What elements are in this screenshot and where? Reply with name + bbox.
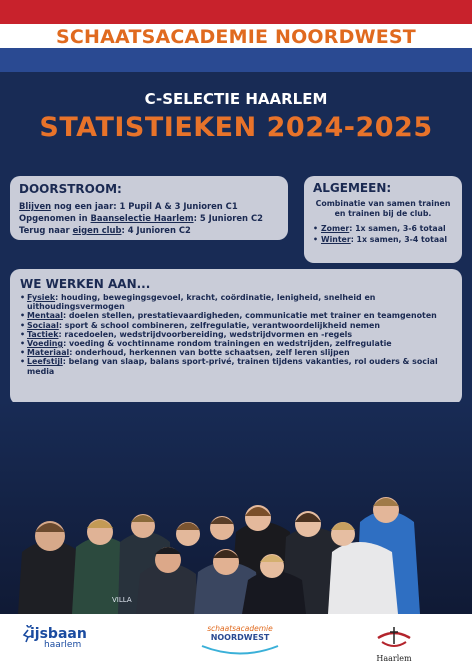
- academy-line-1: schaatsacademie: [207, 624, 273, 633]
- werken-card: [10, 269, 462, 405]
- doorstroom-line-1: Blijven nog een jaar: 1 Pupil A & 3 Junioren C1: [19, 201, 238, 211]
- algemeen-intro: Combinatie van samen trainen en trainen bij de club.: [315, 199, 451, 218]
- werken-item: • Sociaal: sport & school combineren, zelfregulatie, verantwoordelijkheid nemen: [20, 321, 452, 330]
- werken-list: [20, 293, 452, 376]
- doorstroom-line-3: Terug naar eigen club: 4 Junioren C2: [19, 225, 191, 235]
- doorstroom-card: [10, 176, 288, 240]
- werken-item: • Mentaal: doelen stellen, prestatievaardigheden, communicatie met trainer en teamgenoten: [20, 311, 452, 320]
- flag-red-stripe: [0, 0, 472, 24]
- haarlem-name: Haarlem: [376, 654, 412, 663]
- blijven-link: Blijven: [19, 201, 52, 211]
- footer-logos: [0, 614, 472, 667]
- eigen-club-link: eigen club: [72, 225, 122, 235]
- algemeen-heading: ALGEMEEN:: [313, 181, 392, 195]
- poster-title: STATISTIEKEN 2024-2025: [39, 112, 433, 143]
- werken-item: • Materiaal: onderhoud, herkennen van botte schaatsen, zelf leren slijpen: [20, 348, 452, 357]
- gemeente-haarlem-logo: [364, 624, 424, 663]
- algemeen-card: [304, 176, 462, 263]
- ijsbaan-sub: haarlem: [44, 640, 82, 650]
- doorstroom-heading: DOORSTROOM:: [19, 182, 122, 196]
- flag-blue-stripe: [0, 48, 472, 72]
- werken-heading: WE WERKEN AAN...: [20, 277, 151, 291]
- jacket-text: VILLA: [112, 596, 132, 604]
- group-photo: [0, 402, 472, 614]
- werken-item: • Voeding: voeding & vochtinname rondom trainingen en wedstrijden, zelfregulatie: [20, 339, 452, 348]
- haarlem-crest-icon: [374, 624, 414, 650]
- skater-icon: [20, 625, 34, 643]
- algemeen-list: [313, 223, 453, 245]
- academy-swoosh-icon: [196, 643, 284, 657]
- academy-line-2: NOORDWEST: [210, 633, 270, 642]
- werken-item: • Fysiek: houding, bewegingsgevoel, kracht, coördinatie, lenigheid, snelheid en uithoudingsvermogen: [20, 293, 452, 311]
- schaatsacademie-logo: [196, 624, 284, 661]
- brand-title: SCHAATSACADEMIE NOORDWEST: [56, 26, 416, 48]
- poster-subtitle: C-SELECTIE HAARLEM: [144, 90, 328, 108]
- algemeen-item: • Winter: 1x samen, 3-4 totaal: [313, 234, 453, 245]
- werken-item: • Leefstijl: belang van slaap, balans sport-privé, trainen tijdens vakanties, rol ouders & social media: [20, 357, 452, 375]
- baanselectie-link: Baanselectie Haarlem: [90, 213, 194, 223]
- werken-item: • Tactiek: racedoelen, wedstrijdvoorbereiding, wedstrijdvormen en -regels: [20, 330, 452, 339]
- ijsbaan-name: ijsbaan: [30, 626, 87, 642]
- ijsbaan-haarlem-logo: [30, 626, 87, 650]
- algemeen-item: • Zomer: 1x samen, 3-6 totaal: [313, 223, 453, 234]
- doorstroom-line-2: Opgenomen in Baanselectie Haarlem: 5 Junioren C2: [19, 213, 263, 223]
- poster-body: [0, 72, 472, 614]
